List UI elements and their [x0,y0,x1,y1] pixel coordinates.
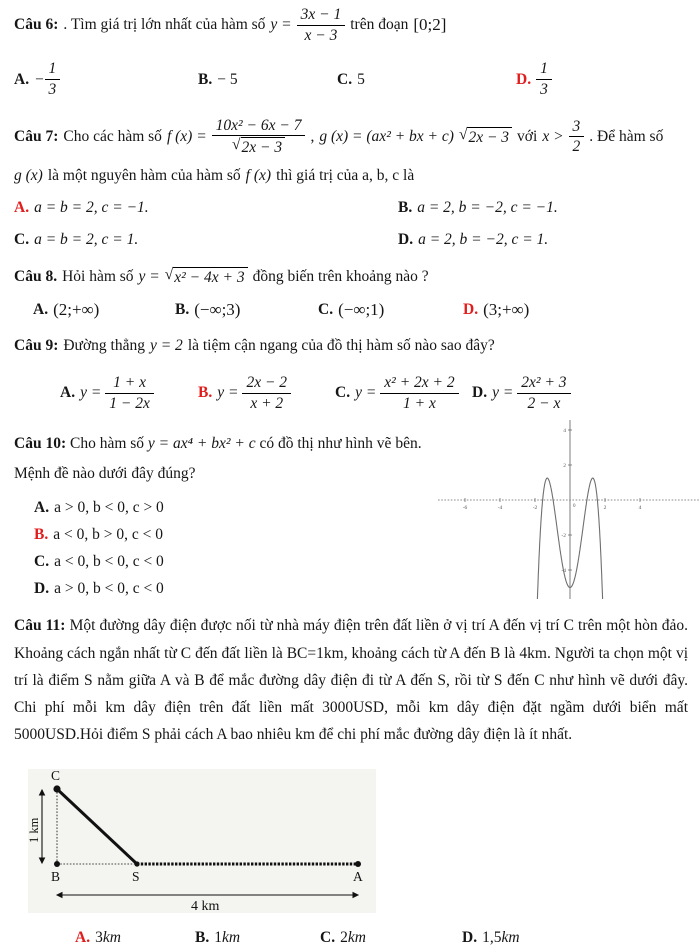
svg-text:-2: -2 [532,505,538,512]
point-A-dot [355,861,361,867]
svg-text:-4: -4 [561,568,566,575]
option-a: A. y = $\frac{1 + x}{1 - 2x}$ [60,374,198,413]
option-d: D. y = $\frac{\text{2x² + 3}}{2 - x}$ [472,374,571,413]
fraction: $\frac{\text{x² + 2x + 2}}{1 + x}$ [380,374,458,413]
point-C-dot [53,785,60,792]
question-7-options [14,199,688,249]
cable-diagram-svg [28,769,376,913]
question-number: Câu 8. [14,268,58,286]
option-d: D. a = 2, b = −2, c = 1. [398,231,549,249]
option-b: B. y = $\frac{2x - 2}{x + 2}$ [198,374,335,413]
figure-background [28,769,376,913]
correct-answer-label: A. [14,199,30,217]
fraction: $\frac{2x - 2}{x + 2}$ [242,374,291,413]
question-7-stem-line2: g (x) là một nguyên hàm của hàm số f (x) thì giá trị của a, b, c là [14,167,415,185]
dim-1km-label: 1 km [28,817,41,843]
question-9-options [14,367,688,419]
option-c: C. 2 km [320,928,366,946]
fraction: $\frac{3x - 1}{x - 3}$ [297,6,346,45]
option-d: D. a > 0, b < 0, c < 0 [34,579,164,597]
question-11-options [14,929,688,947]
axis-ticks [463,428,642,574]
fraction: 10x² − 6x − 7 √ 2x − 3 [212,117,306,158]
svg-text:0: 0 [573,504,576,510]
option-a: A. a > 0, b < 0, c > 0 [34,498,164,516]
svg-text:2: 2 [563,463,566,470]
stem-text: Hỏi hàm số [62,268,134,286]
function-lhs: y = [270,16,292,34]
question-9 [14,337,688,419]
question-7-stem: Câu 7: Cho các hàm số f (x) = 10x² − 6x − 7 √ 2x − 3 , g (x) = (ax² + bx + c) √ 2x − 3 với x > $\frac{3}{2}$ . Để hàm số [14,116,664,157]
label-B: B [51,868,61,884]
quartic-graph-svg [438,417,700,599]
question-9-stem: Câu 9: Đường thẳng y = 2 là tiệm cận ngang của đồ thị hàm số nào sao đây? [14,337,495,355]
question-number: Câu 6: [14,16,59,34]
function-lhs: f (x) = [166,127,207,145]
option-b: B. (−∞;3) [175,300,241,320]
interval: [0;2] [413,15,447,35]
stem-text: trên đoạn [350,16,409,34]
svg-text:4: 4 [563,428,566,435]
question-6-stem [14,6,688,45]
label-A: A [353,868,363,884]
option-a: A. − $\frac{1}{3}$ [14,60,198,99]
question-10-text [14,429,438,604]
quartic-function-graph [438,417,700,604]
label-S: S [132,868,140,884]
svg-text:2: 2 [603,505,607,512]
sqrt: √ 2x − 3 [459,127,512,147]
fraction: $\frac{1}{3}$ [45,60,61,99]
stem-text: là tiệm cận ngang của đồ thị hàm số nào sao đây? [187,337,495,355]
option-d: D. (3;+∞) [463,300,530,320]
question-10-options [14,499,438,598]
option-c: C. (−∞;1) [318,300,385,320]
option-b: B. 1 km [195,928,241,946]
question-number: Câu 9: [14,337,59,355]
option-a: A. a = b = 2, c = −1. [14,199,149,217]
fraction: $\frac{1 + x}{1 - 2x}$ [105,374,154,413]
stem-text: Cho hàm số [69,435,145,453]
option-b: B. − 5 [198,70,238,88]
question-10 [14,429,688,604]
fraction: $\frac{1}{3}$ [536,60,552,99]
question-number: Câu 7: [14,127,59,145]
option-c: C. a = b = 2, c = 1. [14,231,139,249]
stem-text: đồng biến trên khoảng nào ? [252,268,429,286]
sqrt: √ x² − 4x + 3 [165,267,248,287]
stem-text: với [517,127,538,145]
option-c: C. 5 [337,70,365,88]
svg-text:-4: -4 [497,505,503,512]
question-10-stem: Câu 10: Cho hàm số y = ax⁴ + bx² + c có đồ thị như hình vẽ bên. Mệnh đề nào dưới đây đúng? [14,435,422,483]
option-c: C. y = $\frac{\text{x² + 2x + 2}}{1 + x}$ [335,374,472,413]
svg-text:-6: -6 [462,505,468,512]
stem-text: . Để hàm số [589,127,664,145]
dim-4km-label: 4 km [191,898,220,913]
option-d: D. 1,5 km [462,928,520,946]
option-a: A. 3 km [75,928,121,946]
question-6 [14,6,688,103]
question-8 [14,267,688,320]
point-S-dot [134,861,139,866]
svg-text:4: 4 [638,505,642,512]
question-6-options [14,57,688,103]
correct-answer-label: B. [198,384,213,402]
stem-text: . Tìm giá trị lớn nhất của hàm số [63,16,266,34]
question-number: Câu 10: [14,435,67,453]
stem-text: Cho các hàm số [63,127,162,145]
option-b: B. a = 2, b = −2, c = −1. [398,199,558,217]
option-b: B. a < 0, b > 0, c < 0 [34,525,163,543]
question-number: Câu 11: [14,617,66,635]
question-8-options [14,300,688,320]
correct-answer-label: B. [34,525,49,543]
fraction: $\frac{3}{2}$ [569,118,585,157]
stem-text: Mệnh đề nào dưới đây đúng? [14,465,196,483]
correct-answer-label: D. [516,70,532,88]
svg-text:-2: -2 [561,533,566,540]
question-11-stem [14,612,688,748]
option-a: A. (2;+∞) [33,300,100,320]
question-7 [14,117,688,250]
option-c: C. a < 0, b < 0, c < 0 [34,552,164,570]
point-B-dot [54,861,60,867]
stem-text: có đồ thị như hình vẽ bên. [259,435,422,453]
option-d [516,60,552,99]
question-11 [14,612,688,946]
stem-text: Đường thẳng [63,337,145,355]
correct-answer-label: D. [463,301,479,319]
correct-answer-label: A. [75,928,91,946]
cable-diagram [28,769,688,918]
g-function: g (x) = (ax² + bx + c) [319,127,454,145]
stem-text: Một đường dây điện được nối từ nhà máy điện trên đất liền ở vị trí A đến vị trí C trên một hòn đảo. Khoảng cách ngắn nhất từ C đến đất liền là BC=1km, khoảng cách từ A đến B là 4km. Người ta chọn một vị trí là điểm S nằm giữa A và B để mắc đường dây điện đi từ A đến S, rồi từ S đến C như hình vẽ dưới đây. Chi phí mỗi km dây điện trên đất liền mất 3000USD, mỗi km dây điện đặt ngầm dưới biển mất 5000USD.Hỏi điểm S phải cách A bao nhiêu km để chi phí mắc đường dây điện là ít nhất. [14,617,689,744]
label-C: C [51,768,61,783]
question-8-stem: Câu 8. Hỏi hàm số y = √ x² − 4x + 3 đồng biến trên khoảng nào ? [14,266,429,287]
fraction: $\frac{\text{2x² + 3}}{2 - x}$ [517,374,570,413]
sqrt: √ 2x − 3 [232,137,285,157]
